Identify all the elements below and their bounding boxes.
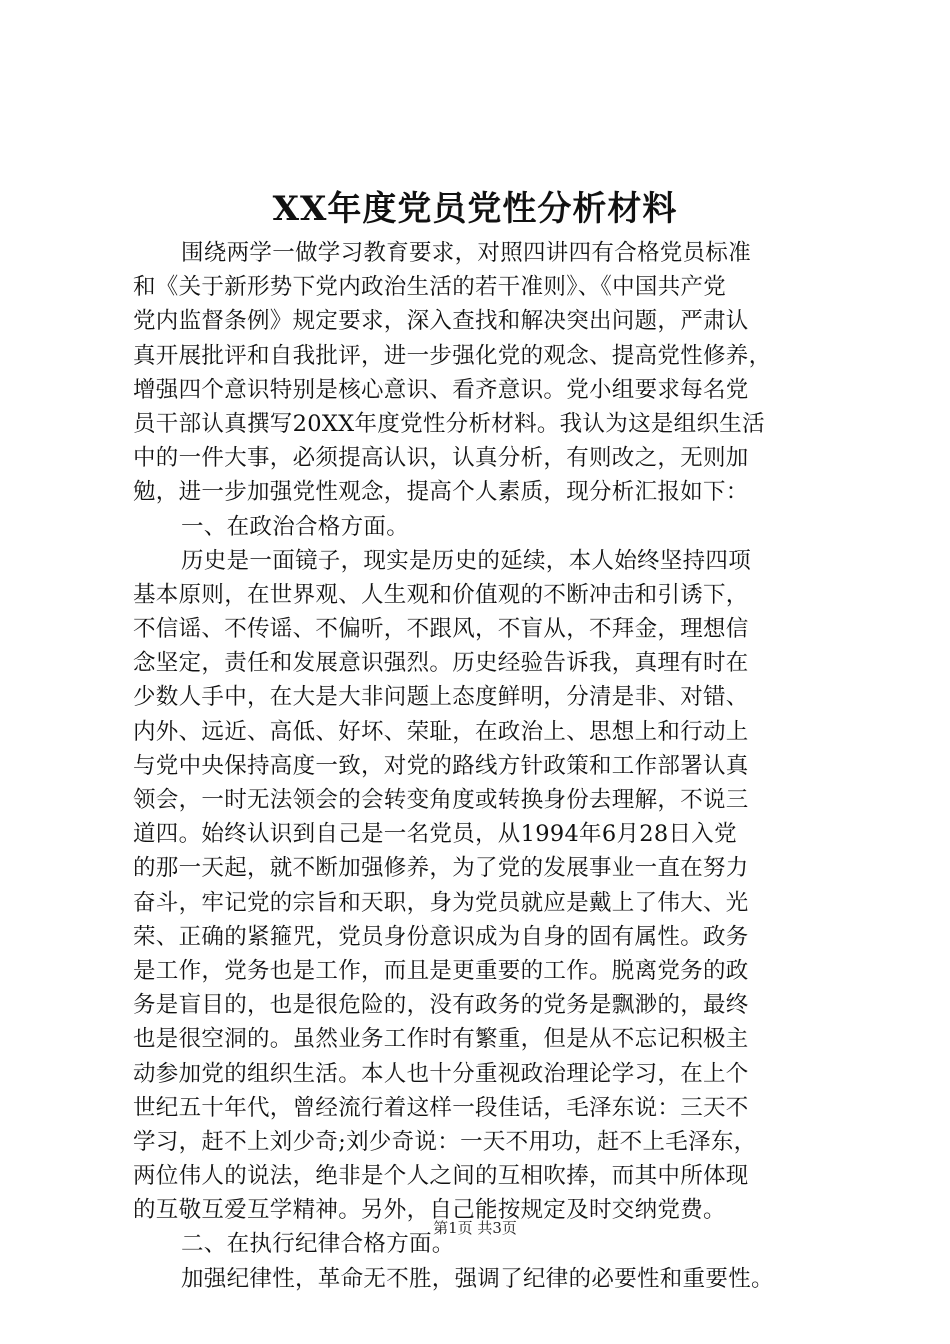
text-line: 和《关于新形势下党内政治生活的若干准则》、《中国共产党 — [133, 274, 727, 301]
text-line: 务是盲目的，也是很危险的，没有政务的党务是飘渺的，最终 — [133, 992, 749, 1019]
text-line: 领会，一时无法领会的会转变角度或转换身份去理解，不说三 — [133, 787, 749, 813]
text-line: 奋斗，牢记党的宗旨和天职，身为党员就应是戴上了伟大、光 — [133, 889, 749, 916]
document-body — [133, 236, 827, 1296]
text-line: 一、在政治合格方面。 — [181, 513, 410, 540]
text-line: 内外、远近、高低、好坏、荣耻，在政治上、思想上和行动上 — [133, 718, 749, 745]
text-line: 道四。始终认识到自己是一名党员，从1994年6月28日入党 — [133, 821, 737, 848]
page-footer: 第1页 共3页 — [433, 1219, 517, 1237]
text-line: 加强纪律性，革命无不胜，强调了纪律的必要性和重要性。 — [181, 1265, 774, 1292]
text-line: 少数人手中，在大是大非问题上态度鲜明，分清是非、对错、 — [133, 684, 749, 711]
text-line: 动参加党的组织生活。本人也十分重视政治理论学习，在上个 — [133, 1060, 749, 1087]
text-line: 真开展批评和自我批评，进一步强化党的观念、提高党性修养， — [133, 342, 772, 369]
text-line: 念坚定，责任和发展意识强烈。历史经验告诉我，真理有时在 — [133, 650, 749, 677]
text-line: 的那一天起，就不断加强修养，为了党的发展事业一直在努力 — [133, 855, 749, 882]
text-line: 两位伟人的说法，绝非是个人之间的互相吹捧，而其中所体现 — [133, 1163, 749, 1190]
text-line: 基本原则，在世界观、人生观和价值观的不断冲击和引诱下， — [133, 581, 749, 608]
text-line: 世纪五十年代，曾经流行着这样一段佳话，毛泽东说：三天不 — [133, 1094, 749, 1121]
text-line: 荣、正确的紧箍咒，党员身份意识成为自身的固有属性。政务 — [133, 923, 749, 950]
text-line: 中的一件大事，必须提高认识，认真分析，有则改之，无则加 — [133, 445, 749, 472]
text-line: 不信谣、不传谣、不偏听，不跟风，不盲从，不拜金，理想信 — [133, 616, 749, 643]
text-line: 是工作，党务也是工作，而且是更重要的工作。脱离党务的政 — [133, 957, 749, 984]
text-line: 也是很空洞的。虽然业务工作时有繁重，但是从不忘记积极主 — [133, 1026, 749, 1053]
text-line: 员干部认真撰写20XX年度党性分析材料。我认为这是组织生活 — [133, 410, 765, 437]
text-line: 的互敬互爱互学精神。另外，自己能按规定及时交纳党费。 — [133, 1197, 726, 1224]
text-line: 二、在执行纪律合格方面。 — [181, 1231, 455, 1258]
text-line: 与党中央保持高度一致，对党的路线方针政策和工作部署认真 — [133, 752, 749, 779]
text-line: 历史是一面镜子，现实是历史的延续，本人始终坚持四项 — [181, 547, 752, 574]
text-line: 增强四个意识特别是核心意识、看齐意识。党小组要求每名党 — [133, 376, 749, 403]
document-title: XX年度党员党性分析材料 — [272, 189, 678, 229]
text-line: 党内监督条例》规定要求，深入查找和解决突出问题，严肃认 — [133, 308, 749, 335]
text-line: 勉，进一步加强党性观念，提高个人素质，现分析汇报如下： — [133, 479, 749, 506]
text-line: 学习，赶不上刘少奇;刘少奇说：一天不用功，赶不上毛泽东， — [133, 1128, 757, 1155]
text-line: 围绕两学一做学习教育要求，对照四讲四有合格党员标准 — [181, 240, 752, 266]
